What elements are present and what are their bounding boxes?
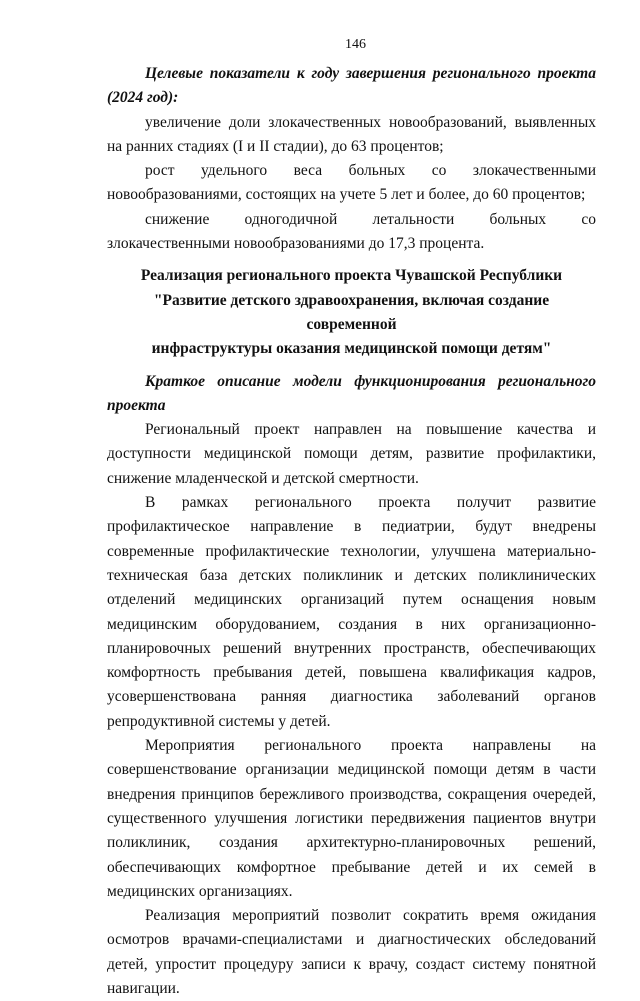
model-heading: Краткое описание модели функционирования регионального проекта — [107, 372, 596, 414]
target-item: увеличение доли злокачественных новообразований, выявленных на ранних стадиях (I и II стадии), до 63 процентов; — [107, 113, 596, 155]
page-number: 146 — [345, 37, 366, 52]
model-paragraph: Реализация мероприятий позволит сократить время ожидания осмотров врачами-специалистами и диагностических обследований детей, упростит процедуру записи к врачу, создаст систему понятной навигации. — [107, 907, 596, 997]
target-item: рост удельного веса больных со злокачественными новообразованиями, состоящих на учете 5 лет и более, до 60 процентов; — [107, 162, 596, 204]
model-paragraph: Региональный проект направлен на повышение качества и доступности медицинской помощи детям, развитие профилактики, снижение младенческой и детской смертности. — [107, 421, 596, 487]
project-title-line: инфраструктуры оказания медицинской помощи детям" — [151, 340, 552, 358]
targets-heading: Целевые показатели к году завершения регионального проекта (2024 год): — [107, 65, 596, 107]
project-title-line: Реализация регионального проекта Чувашской Республики — [140, 267, 563, 285]
model-paragraph: Мероприятия регионального проекта направлены на совершенствование организации медицинской помощи детям в части внедрения принципов бережливого производства, сокращения очередей, существенного улучшения логистики передвижения пациентов внутри поликлиник, создания архитектурно-планировочных решений, обеспечивающих комфортное пребывание детей и их семей в медицинских организациях. — [107, 737, 596, 900]
project-title — [107, 264, 596, 361]
project-title-line: "Развитие детского здравоохранения, включая создание современной — [153, 291, 550, 333]
targets-section — [107, 62, 596, 256]
model-paragraph: В рамках регионального проекта получит развитие профилактическое направление в педиатрии, будут внедрены современные профилактические технологии, улучшена материально-техническая база детских поликлиник и детских поликлинических отделений медицинских организаций путем оснащения новым медицинским оборудованием, создания в них организационно-планировочных решений внутренних пространств, обеспечивающих комфортность пребывания детей, повышена квалификация кадров, усовершенствована ранняя диагностика заболеваний органов репродуктивной системы у детей. — [107, 494, 596, 730]
target-item: снижение одногодичной летальности больных со злокачественными новообразованиями до 17,3 процента. — [107, 210, 596, 253]
model-section — [107, 370, 596, 1001]
